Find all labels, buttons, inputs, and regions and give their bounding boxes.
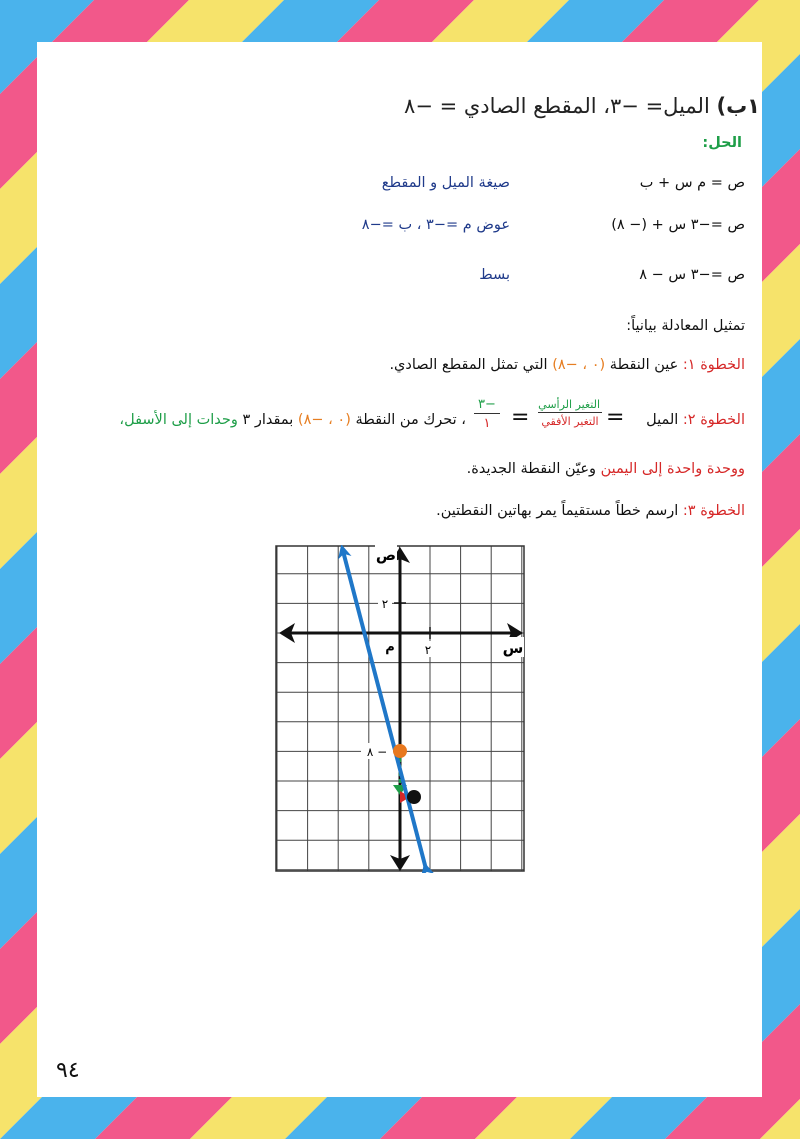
y-axis-label: ص: [375, 546, 397, 564]
horizontal-change-label: التغير الأفقي: [541, 415, 599, 428]
step-3: [436, 503, 745, 519]
problem-title: [404, 94, 760, 118]
equation-row-1: ص = م س + ب: [639, 175, 745, 191]
step-2-start: [646, 412, 745, 428]
note-row-1: صيغة الميل و المقطع: [381, 175, 510, 191]
coordinate-graph: [275, 545, 525, 873]
origin-label: م: [385, 640, 395, 655]
step-2-label: الخطوة ٢:: [682, 412, 745, 428]
equals-sign-1: =: [606, 405, 625, 430]
step-2-line-2: [467, 461, 745, 477]
step-1: [389, 357, 745, 373]
slope-fraction-words: [538, 398, 602, 428]
step-2-rest: [119, 412, 466, 428]
step-3-text: ارسم خطاً مستقيماً يمر بهاتين النقطتين.: [436, 503, 679, 519]
step-3-label: الخطوة ٣:: [682, 503, 745, 519]
problem-text: الميل= −٣، المقطع الصادي = −٨: [404, 94, 710, 118]
step-1-text-b: التي تمثل المقطع الصادي.: [389, 357, 548, 373]
x-axis-label: س: [502, 639, 524, 657]
step-2-text-c: وعيّن النقطة الجديدة.: [466, 461, 597, 477]
vertical-change-label: التغير الرأسي: [538, 398, 600, 411]
y-intercept-point: [393, 744, 407, 758]
step-2-text-b: بمقدار ٣: [242, 412, 294, 428]
equation-row-3: ص =−٣ س − ٨: [639, 267, 745, 283]
step-2-text-a: ، تحرك من النقطة: [355, 412, 466, 428]
y-tick-label-2: ٢: [381, 597, 389, 611]
step-2-down: وحدات إلى الأسفل،: [119, 412, 238, 428]
page-number: ٩٤: [56, 1058, 80, 1083]
second-point: [407, 790, 421, 804]
problem-label: ١ب): [716, 94, 760, 118]
step-2-right: ووحدة واحدة إلى اليمين: [600, 461, 745, 477]
x-tick-label: ٢: [424, 643, 432, 657]
slope-denominator: ١: [483, 416, 491, 431]
graphing-intro: تمثيل المعادلة بيانياً:: [626, 318, 745, 334]
step-1-text-a: عين النقطة: [609, 357, 679, 373]
y-tick-label-neg8: ٨ −: [366, 745, 388, 759]
slope-numerator: −٣: [474, 397, 500, 414]
note-row-3: بسط: [479, 267, 510, 283]
equals-sign-2: =: [511, 405, 530, 430]
equation-row-2: ص =−٣ س + (− ٨): [611, 217, 745, 233]
note-row-2: عوض م =−٣ ، ب =−٨: [361, 217, 510, 233]
step-1-point: (٠ ، −٨): [552, 357, 606, 373]
step-2-slope-word: الميل: [646, 412, 679, 428]
solution-heading: الحل:: [702, 135, 742, 151]
step-1-label: الخطوة ١:: [682, 357, 745, 373]
slope-fraction-values: [474, 397, 500, 431]
step-2-point: (٠ ، −٨): [297, 412, 351, 428]
